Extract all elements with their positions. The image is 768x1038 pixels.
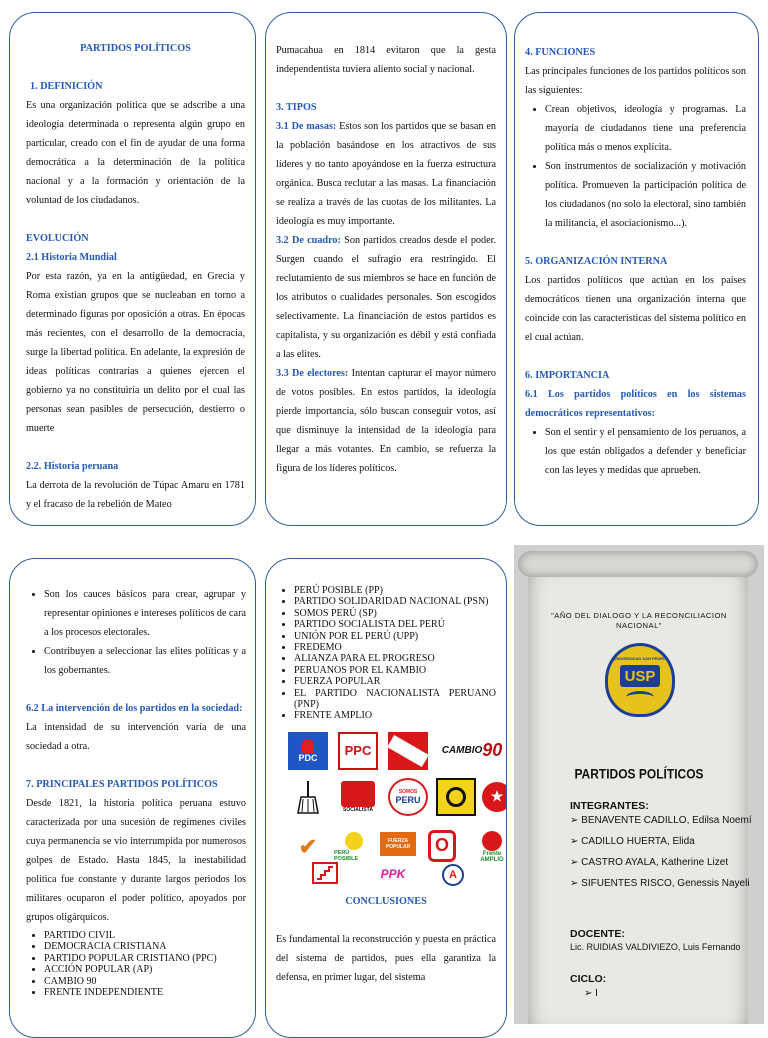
stairs-logo (312, 862, 338, 884)
panel-definicion (9, 12, 256, 526)
integrantes-label: INTEGRANTES: (570, 800, 649, 812)
tipo-cuadro-text: Son partidos creados desde el poder. Surgen cuando el sufragio era restringido. El reclutamiento de sus miembros se hace en función de los atributos o cualidades personales. Son escogidos selectivamente. La financiación de estos partidos es capitalista, y su organización es débil y está confiada a las elites. (276, 235, 497, 360)
ppk-logo (376, 864, 410, 884)
a-icon: A (449, 868, 457, 881)
list-item: • PARTIDO SOCIALISTA DEL PERÚ (294, 619, 496, 630)
sun-icon (446, 787, 466, 807)
flower-icon (482, 831, 502, 851)
pdc-logo-text: PDC (298, 752, 318, 763)
list-item: • PARTIDO SOLIDARIDAD NACIONAL (PSN) (294, 596, 496, 607)
definicion-text: Es una organización política que se adscribe a una ideología determinada o representa algún grupo en particular, creado con el fin de ayudar de una forma democrática a la determinación de la política nacional y a la formación y orientación de la voluntad de los ciudadanos. (26, 100, 245, 206)
panel-partidos-principales (9, 558, 256, 1038)
cover-panel (514, 545, 764, 1024)
party-logos (276, 732, 504, 882)
frente-amplio-logo (472, 828, 507, 866)
principales-heading: 7. PRINCIPALES PARTIDOS POLÍTICOS (26, 779, 218, 790)
conclusiones-heading: CONCLUSIONES (345, 895, 427, 907)
integrante-row (570, 836, 760, 847)
list-item: • Crean objetivos, ideología y programas. La mayoría de ciudadanos tiene una preferencia política más o menos explícita. (545, 100, 746, 157)
list-item: • PERÚ POSIBLE (PP) (294, 585, 496, 596)
list-item: • EL PARTIDO NACIONALISTA PERUANO (PNP) (294, 688, 496, 711)
parties-list (26, 930, 246, 998)
list-item: • Son los cauces básicos para crear, agrupar y representar opiniones e intereses políticos de cara a los procesos electorales. (44, 585, 246, 642)
docente-label: DOCENTE: (570, 928, 625, 940)
tipo-masas-text: Estos son los partidos que se basan en la población basándose en los atractivos de sus líderes y no tanto apoyándose en la fuerza estructura orgánica. Busca reclutar a las masas. La financiación se realiza a través de las cuotas de los militantes. La ideología es muy importante. (276, 121, 496, 227)
tipo-electores-text: Intentan capturar el mayor número de votos posibles. En estos partidos, la ideología pierde importancia, sólo buscan conseguir votos, así que disminuye la intensidad de la ideología para llegar a más votantes. En cambio, se refuerza la figura de los líderes políticos. (276, 368, 496, 474)
integrante-row (570, 857, 760, 868)
zero-logo (428, 830, 456, 862)
importancia-heading: 6. IMPORTANCIA (525, 370, 610, 381)
peru-posible-text: PERÚ POSIBLE (334, 849, 359, 862)
cover-title: PARTIDOS POLÍTICOS (574, 765, 704, 783)
importancia-subheading: 6.1 Los partidos políticos en los sistemas democráticos representativos: (525, 389, 746, 419)
list-item: • Son el sentir y el pensamiento de los peruanos, a los que están obligados a defender y beneficiar con las leyes y medidas que aprueben. (545, 423, 746, 480)
circle-icon (345, 832, 363, 850)
importancia-list (525, 423, 746, 480)
list-item: • Son instrumentos de socialización y motivación política. Promueven la participación política de los ciudadanos (no solo la electoral, sino también la militancia, el asociacionismo...). (545, 157, 746, 233)
tipo-masas (276, 117, 496, 231)
integrante-name: BENAVENTE CADILLO, Edilsa Noemí (581, 815, 752, 826)
tipos-heading: 3. TIPOS (276, 102, 317, 113)
socialista-logo (338, 778, 378, 816)
list-item: • ACCIÓN POPULAR (AP) (44, 964, 246, 975)
list-item: • Contribuyen a seleccionar las elites políticas y a los gobernantes. (44, 642, 246, 680)
tipo-cuadro-label: 3.2 De cuadro: (276, 235, 341, 246)
historia-peruana-text: La derrota de la revolución de Túpac Amaru en 1781 y el fracaso de la rebelión de Mateo (26, 480, 245, 510)
panel-funciones (514, 12, 759, 526)
pdc-logo (288, 732, 328, 770)
list-item: • UNIÓN POR EL PERÚ (UPP) (294, 631, 496, 642)
principales-text: Desde 1821, la historia política peruana estuvo caracterizada por una sucesión de regímenes civiles cuya permanencia se vio interrumpida por numerosos golpes de Estado. Hasta 1845, la inestabilidad política fue constante y durante largos periodos los militares ocuparon el poder político, apoyados por grupos oligárquicos. (26, 798, 246, 923)
somos-text: SOMOS (398, 788, 418, 795)
ciclo-value: I (595, 988, 598, 999)
logo-ring-text: UNIVERSIDAD SAN PEDRO (613, 656, 667, 661)
funciones-intro: Las principales funciones de los partidos políticos son las siguientes: (525, 66, 746, 96)
list-item: • FUERZA POPULAR (294, 676, 496, 687)
ppk-text: PPK (380, 866, 406, 881)
arrow-icon (388, 735, 428, 767)
broom-logo (288, 778, 328, 816)
zero-icon: O (434, 835, 449, 856)
tipo-cuadro (276, 231, 496, 364)
somos-peru-logo (388, 778, 428, 816)
continuation-text: Pumacahua en 1814 evitaron que la gesta independentista tuviera aliento social y nacional. (276, 45, 496, 75)
integrante-name: SIFUENTES RISCO, Genessis Nayeli (581, 878, 750, 889)
tipo-electores-label: 3.3 De electores: (276, 368, 349, 379)
scroll-curl (518, 551, 758, 577)
flame-icon (302, 739, 314, 753)
ppc-logo-text: PPC (344, 743, 372, 759)
organizacion-text: Los partidos políticos que actúan en los países democráticos tienen una organización interna que coincide con las características del sistema político en el cual actúan. (525, 275, 746, 343)
scroll-paper (528, 565, 748, 1024)
organizacion-heading: 5. ORGANIZACIÓN INTERNA (525, 256, 668, 267)
historia-mundial-heading: 2.1 Historia Mundial (26, 252, 117, 263)
list-item: • PARTIDO CIVIL (44, 930, 246, 941)
book-icon (626, 691, 654, 704)
list-item: • CAMBIO 90 (44, 976, 246, 987)
arrow-icon: ➢ (570, 815, 582, 826)
list-item: • FRENTE AMPLIO (294, 710, 496, 721)
list-item: • FRENTE INDEPENDIENTE (44, 987, 246, 998)
brochure-title: PARTIDOS POLÍTICOS (80, 43, 191, 54)
fuerza-text: FUERZA POPULAR (385, 837, 411, 850)
cambio90-logo (441, 736, 503, 766)
integrante-row (570, 878, 760, 889)
accion-popular-logo (442, 864, 464, 886)
integrantes-block (570, 800, 760, 889)
evolucion-heading: EVOLUCIÓN (26, 233, 89, 244)
socialista-text: SOCIALISTA (343, 806, 373, 813)
intervencion-heading: 6.2 La intervención de los partidos en la sociedad: (26, 703, 243, 714)
roles-list (26, 585, 246, 680)
stairs-icon (315, 865, 335, 881)
historia-peruana-heading: 2.2. Historia peruana (26, 461, 119, 472)
tipo-masas-label: 3.1 De masas: (276, 121, 337, 132)
frente-text: Frente AMPLIO (480, 850, 504, 863)
ciclo-block (570, 973, 760, 999)
university-logo (605, 643, 675, 717)
check-logo (288, 828, 328, 866)
logo-text: USP (624, 667, 656, 685)
ciclo-label: CICLO: (570, 973, 607, 985)
ppc-logo (338, 732, 378, 770)
ciclo-row (570, 988, 760, 999)
rose-icon (341, 781, 375, 807)
list-item: • PERUANOS POR EL KAMBIO (294, 665, 496, 676)
historia-mundial-text: Por esta razón, ya en la antigüedad, en Grecia y Roma existían grupos que se nucleaban en torno a determinado figuras por oposición a otras. En épocas más recientes, con el desarrollo de la democracia, surge la libertad política. En adelante, la expresión de ideas políticas contrarias a quienes ejercen el gobierno ya no constituiría un delito por el cual las personas sean pasibles de persecución, destierro o muerte (26, 271, 245, 434)
integrante-row (570, 815, 760, 826)
fuerza-popular-logo (380, 832, 416, 856)
intervencion-text: La intensidad de su intervención varía de una sociedad a otra. (26, 722, 246, 752)
list-item: • SOMOS PERÚ (SP) (294, 608, 496, 619)
tipo-electores (276, 364, 496, 478)
arrow-logo (388, 732, 428, 770)
list-item: • ALIANZA PARA EL PROGRESO (294, 653, 496, 664)
parties-list-2 (276, 585, 496, 722)
list-item: • FREDEMO (294, 642, 496, 653)
panel-partidos-logos (265, 558, 507, 1038)
funciones-heading: 4. FUNCIONES (525, 47, 596, 58)
definicion-heading: 1. DEFINICIÓN (30, 81, 103, 92)
sun-logo (436, 778, 476, 816)
docente-block (570, 928, 760, 952)
integrante-name: CADILLO HUERTA, Elida (581, 836, 695, 847)
integrante-name: CASTRO AYALA, Katherine Lizet (581, 857, 729, 868)
peru-text: PERU (395, 794, 421, 805)
arrow-icon: ➢ (570, 857, 582, 868)
star-icon: ★ (490, 788, 504, 805)
list-item: • DEMOCRACIA CRISTIANA (44, 941, 246, 952)
panel-tipos (265, 12, 507, 526)
arrow-icon: ➢ (584, 988, 596, 999)
conclusiones-text: Es fundamental la reconstrucción y puesta en práctica del sistema de partidos, pues ella garantiza la defensa, en primer lugar, del sistema (276, 933, 496, 983)
docente-name: Lic. RUIDIAS VALDIVIEZO, Luis Fernando (570, 942, 741, 952)
funciones-list (525, 100, 746, 233)
star-logo (482, 782, 507, 812)
motto: "AÑO DEL DIALOGO Y LA RECONCILIACION NACIONAL" (551, 611, 727, 630)
broom-icon (293, 779, 323, 815)
cambio-text: CAMBIO (441, 745, 483, 757)
cambio-num-text: 90 (482, 740, 503, 761)
check-icon: ✔ (298, 833, 318, 859)
list-item: • PARTIDO POPULAR CRISTIANO (PPC) (44, 953, 246, 964)
peru-posible-logo (334, 828, 374, 866)
arrow-icon: ➢ (570, 878, 582, 889)
arrow-icon: ➢ (570, 836, 582, 847)
